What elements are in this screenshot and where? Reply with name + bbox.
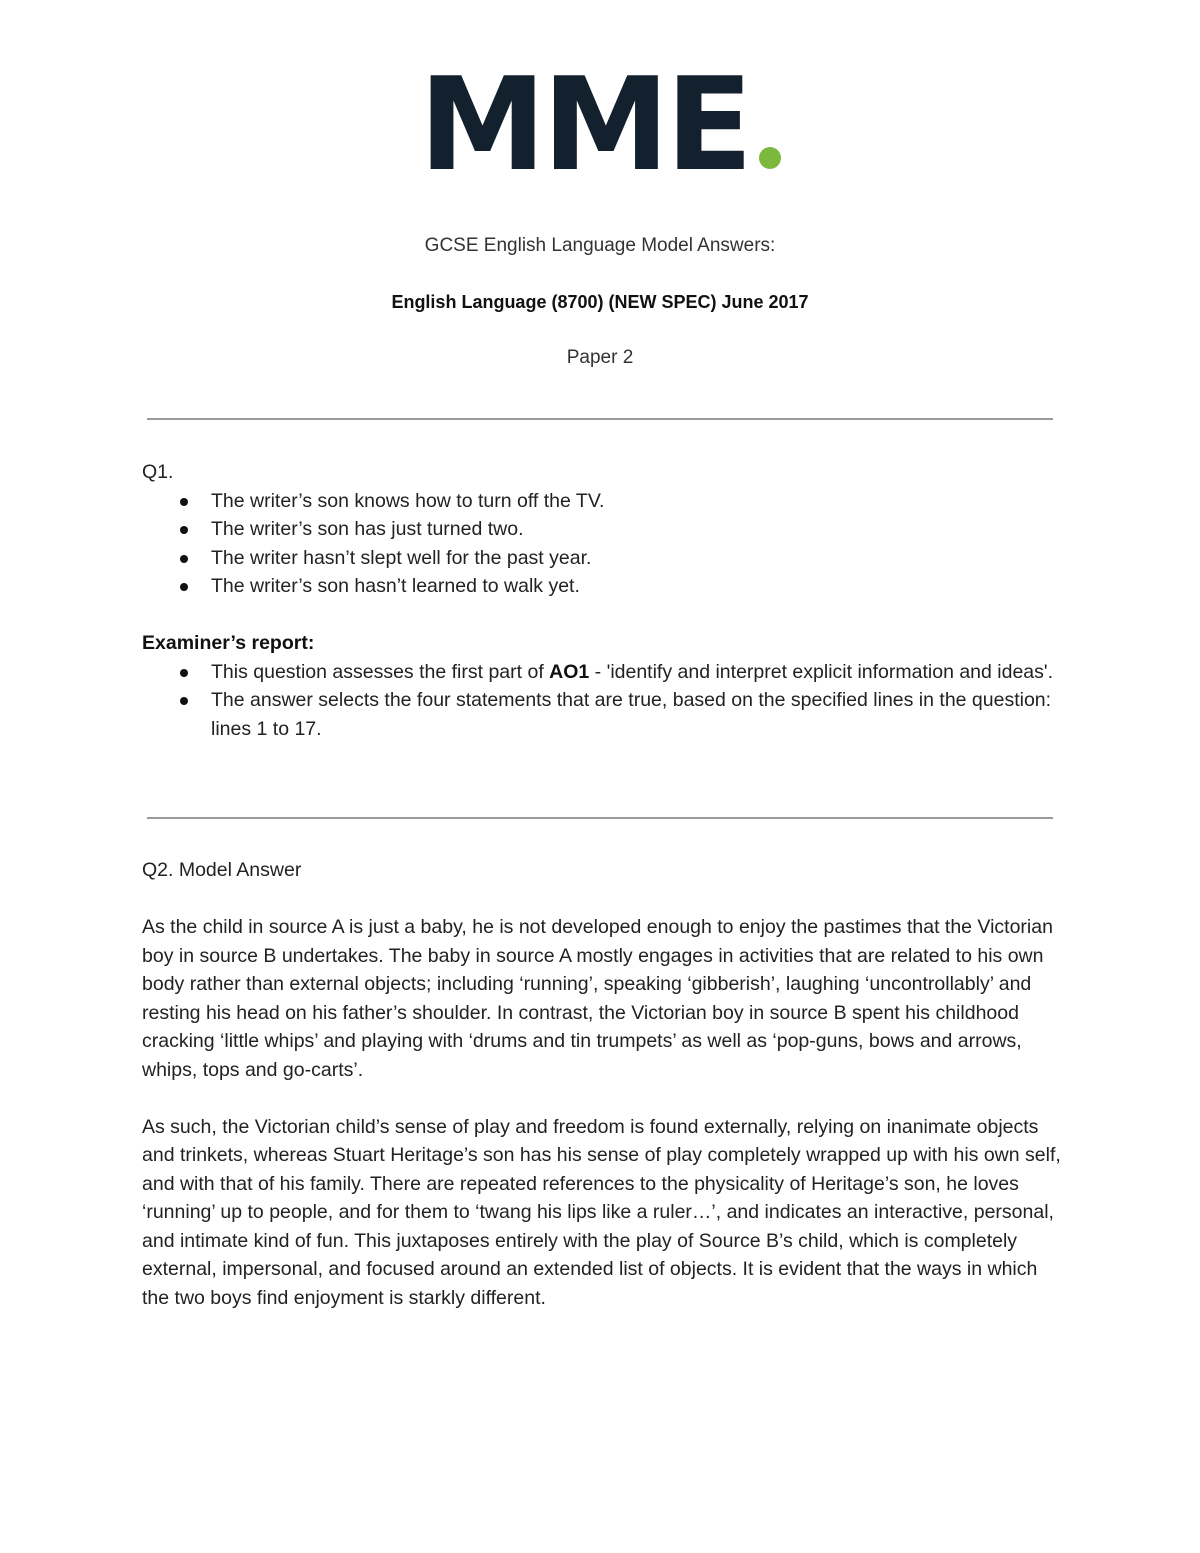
q2-label: Q2. Model Answer (142, 859, 302, 881)
q1-section (142, 458, 1062, 601)
list-item: The writer’s son knows how to turn off the TV. (211, 487, 1062, 516)
report-text: This question assesses the first part of (211, 660, 550, 683)
examiner-report-list (142, 658, 1062, 744)
document-title: GCSE English Language Model Answers: (424, 235, 776, 256)
document-subtitle: English Language (8700) (NEW SPEC) June 2017 (391, 292, 809, 312)
list-item: The answer selects the four statements that are true, based on the specified lines in the question: lines 1 to 17. (211, 686, 1062, 743)
q1-label: Q1. (142, 461, 174, 483)
report-text: - 'identify and interpret explicit information and ideas'. (589, 660, 1054, 683)
list-item: The writer hasn’t slept well for the past year. (211, 544, 1062, 573)
logo-text: MME (418, 51, 750, 200)
q2-paragraph-2: As such, the Victorian child’s sense of play and freedom is found externally, relying on inanimate objects and trinkets, whereas Stuart Heritage’s son has his sense of play completely wrapped up with his own self, and with that of his family. There are repeated references to the physicality of Heritage’s son, he loves ‘running’ up to people, and for them to ‘twang his lips like a ruler…’, and indicates an interactive, personal, and intimate kind of fun. This juxtaposes entirely with the play of Source B’s child, which is completely external, impersonal, and focused around an extended list of objects. It is evident that the ways in which the two boys find enjoyment is starkly different. (142, 1115, 1061, 1309)
q2-section (142, 856, 1062, 1312)
examiner-report-title: Examiner’s report: (142, 632, 315, 654)
examiner-report-section (142, 629, 1062, 743)
list-item: The writer’s son has just turned two. (211, 515, 1062, 544)
divider (147, 817, 1053, 819)
q1-answer-list (142, 487, 1062, 601)
divider (147, 418, 1053, 420)
paper-label: Paper 2 (566, 347, 634, 368)
ao1-label: AO1 (549, 660, 590, 683)
list-item: The writer’s son hasn’t learned to walk yet. (211, 572, 1062, 601)
logo-dot-icon (759, 147, 781, 169)
list-item (211, 658, 1062, 687)
mme-logo (0, 51, 1200, 200)
q2-paragraph-1: As the child in source A is just a baby, he is not developed enough to enjoy the pastimes that the Victorian boy in source B undertakes. The baby in source A mostly engages in activities that are related to his own body rather than external objects; including ‘running’, speaking ‘gibberish’, laughing ‘uncontrollably’ and resting his head on his father’s shoulder. In contrast, the Victorian boy in source B spent his childhood cracking ‘little whips’ and playing with ‘drums and tin trumpets’ as well as ‘pop-guns, bows and arrows, whips, tops and go-carts’. (142, 916, 1053, 1081)
